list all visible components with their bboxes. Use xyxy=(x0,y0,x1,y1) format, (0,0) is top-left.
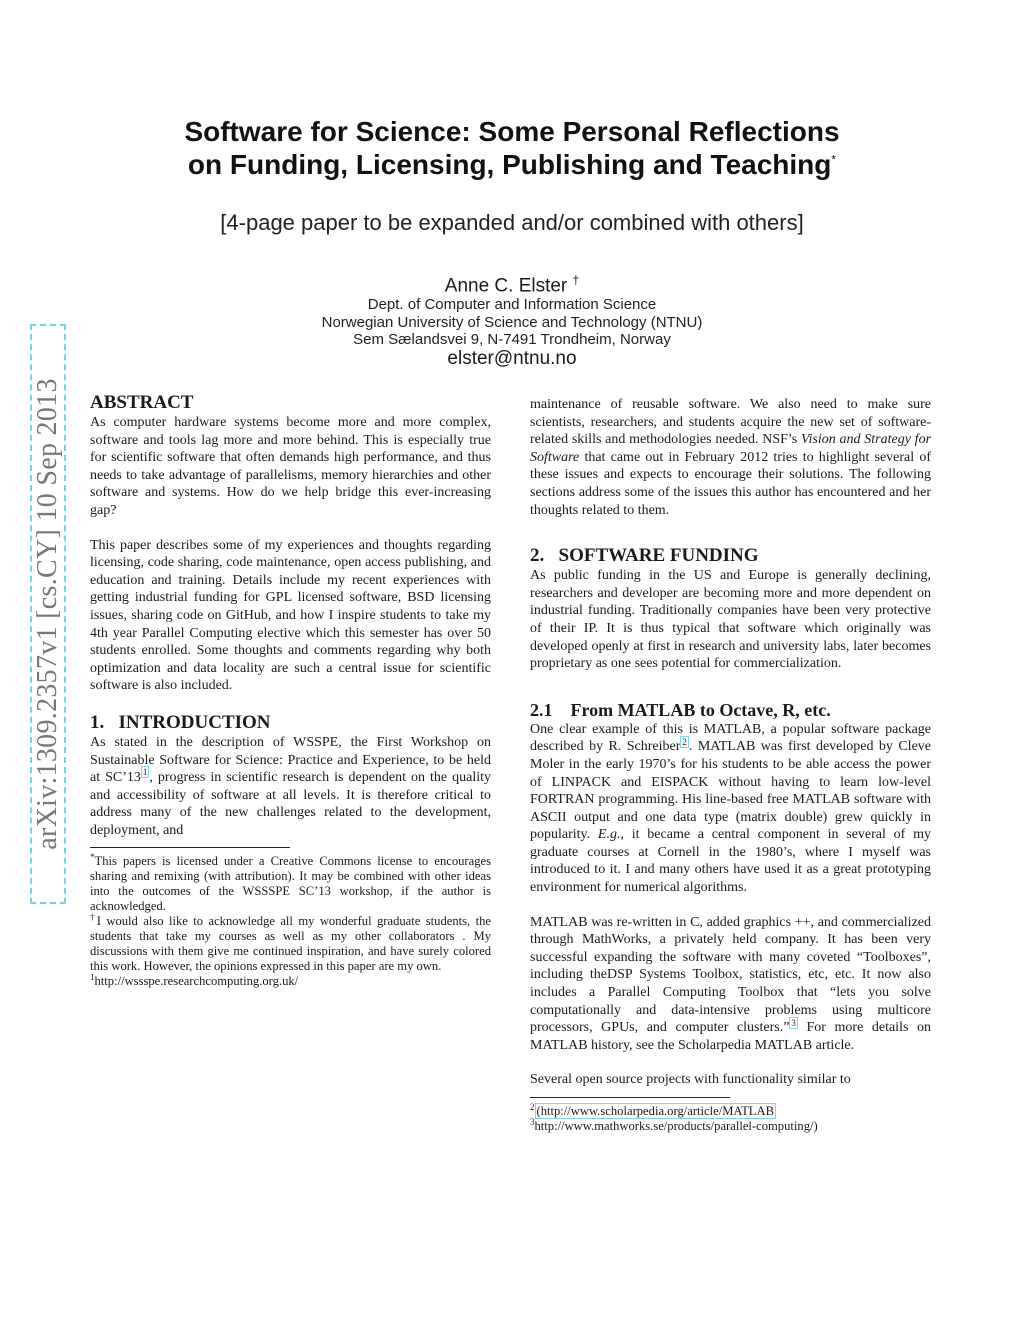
abstract-paragraph-2: This paper describes some of my experiences and thoughts regarding licensing, code sharing, code maintenance, open access publishing, and education and training. Details include my recent experiences with getting industrial funding for GPL licensed software, BSD licensing issues, sharing code on GitHub, and how I inspire students to take my 4th year Parallel Computing elective which this semester has over 50 students enrolled. Some thoughts and comments regarding why both optimization and data locality are such a central issue for scientific software is also included. xyxy=(90,537,491,694)
paper-subtitle: [4-page paper to be expanded and/or combined with others] xyxy=(220,210,804,235)
intro-continued-text-2: that came out in February 2012 tries to highlight several of these issues and expects to encourage their solutions. The following sections address some of the issues this author has encountered and her thoughts related to them. xyxy=(530,449,931,518)
footnote-ref-2[interactable]: 2 xyxy=(682,736,687,747)
arxiv-stamp xyxy=(30,324,66,904)
left-column xyxy=(90,392,491,989)
title-text-2: on Funding, Licensing, Publishing and Teaching xyxy=(187,149,832,180)
intro-text-start: As stated in the description of WSSPE, the First Workshop on Sustainable Software for Science: Practice and Experience, to be held at SC’13 xyxy=(90,734,491,786)
software-funding-paragraph: As public funding in the US and Europe is generally declining, researchers and developer are becoming more and more dependent on industrial funding. Traditionally companies have been very protective of their IP. It is thus typical that software which originally was developed openly at first in research and university labs, later becomes proprietary as one sees potential for commercialization. xyxy=(530,568,931,672)
affiliation-department: Dept. of Computer and Information Science xyxy=(367,296,657,313)
footnote-dagger-mark: † xyxy=(90,912,97,923)
paper-title-line-1 xyxy=(0,116,1024,148)
title-text-1: Software for Science: Some Personal Reflections xyxy=(184,116,840,147)
intro-text-end: , progress in scientific research is dependent on the quality and accessibility of software at all levels. It is therefore critical to address many of the new challenges related to the development, deployment, and xyxy=(90,770,491,838)
paper-title-line-2 xyxy=(0,149,1024,181)
footnote-3-mark: 3 xyxy=(530,1116,535,1127)
footnote-star xyxy=(90,854,491,914)
footnote-ref-1[interactable]: 1 xyxy=(142,767,148,778)
software-funding-heading: 2. SOFTWARE FUNDING xyxy=(530,545,759,567)
footnote-rule-right xyxy=(530,1097,730,1098)
matlab-p1-text-a: One clear example of this is MATLAB, a popular software package described by R. Schreiber xyxy=(530,721,931,755)
matlab-p2-text-a: MATLAB was re-written in C, added graphics ++, and commercialized through MathWorks, a privately held company. It has been very successful expanding the software with many coveted “Toolboxes”, including theDSP Systems Toolbox, statistics, etc, etc. It now also includes a Parallel Computing Toolbox that “lets you solve computationally and data-intensive problems using multicore processors, GPUs, and computer clusters.” xyxy=(530,914,931,1036)
author-footnote-mark: † xyxy=(572,273,580,287)
author-name: Anne C. Elster xyxy=(444,275,568,297)
author-email: elster@ntnu.no xyxy=(447,348,577,369)
abstract-paragraph-1: As computer hardware systems become more and more complex, software and tools lag more and more behind. This is especially true for scientific software that often demands high performance, and thus needs to take advantage of parallelisms, memory hierarchies and other software and systems. How do we help bridge this ever-increasing gap? xyxy=(90,415,491,518)
footnote-star-text: This papers is licensed under a Creative Commons license to encourages sharing and remixing (with attribution). It may be combined with other ideas into the outcomes of the WSSSPE SC’13 workshop, if the author is acknowledged. xyxy=(90,854,491,914)
footnote-dagger-text: I would also like to acknowledge all my wonderful graduate students, the students that take my courses as well as my other collaborators . My discussions with them give me continued inspiration, and have surely colored this work. However, the opinions expressed in this paper are my own. xyxy=(90,914,491,974)
introduction-paragraph xyxy=(90,734,491,840)
footnote-2-link[interactable]: (http://www.scholarpedia.org/article/MATLAB xyxy=(536,1104,774,1118)
eg-abbrev: E.g. xyxy=(597,827,621,843)
footnote-3 xyxy=(530,1116,931,1134)
footnote-2-mark: 2 xyxy=(530,1101,535,1112)
author-line xyxy=(0,273,1024,297)
footnote-1-link[interactable]: http://wssspe.researchcomputing.org.uk/ xyxy=(94,974,299,989)
footnote-dagger xyxy=(90,914,491,974)
nsf-vision-title: Vision and Strategy for Software xyxy=(530,432,932,465)
footnote-1 xyxy=(90,974,491,989)
affiliation-university: Norwegian University of Science and Technology (NTNU) xyxy=(321,314,703,331)
footnote-2 xyxy=(530,1101,931,1119)
right-column xyxy=(530,396,931,1134)
arxiv-identifier: arXiv:1309.2357v1 [cs.CY] 10 Sep 2013 xyxy=(32,378,63,850)
footnote-3-link[interactable]: http://www.mathworks.se/products/parallel-computing/) xyxy=(534,1119,818,1133)
matlab-subsection-heading: 2.1 From MATLAB to Octave, R, etc. xyxy=(530,699,831,720)
matlab-paragraph-2 xyxy=(530,914,931,1055)
title-footnote-mark: * xyxy=(831,152,837,167)
footnote-ref-3[interactable]: 3 xyxy=(791,1017,796,1028)
footnote-star-mark: * xyxy=(90,852,95,863)
matlab-p1-text-c: , it became a central component in several of my graduate courses at Cornell in the 1980’s, where I myself was introduced to it. I and many others have used it as a great prototyping environment for numerical algorithms. xyxy=(530,827,932,896)
abstract-heading: ABSTRACT xyxy=(90,392,194,413)
footnote-1-mark: 1 xyxy=(90,972,95,983)
matlab-p1-text-b: . MATLAB was first developed by Cleve Moler in the early 1970’s for his students to be able access the power of LINPACK and EISPACK without having to learn low-level FORTRAN programming. His line-based free MATLAB software with ASCII output and one data type (matrix double) grew quickly in popularity. xyxy=(530,739,931,843)
matlab-paragraph-3: Several open source projects with functionality similar to xyxy=(530,1072,851,1088)
matlab-paragraph-1 xyxy=(530,721,931,897)
intro-continued-text: maintenance of reusable software. We also need to make sure scientists, researchers, and students acquire the new set of software-related skills and methodologies needed. NSF’s xyxy=(530,397,931,448)
introduction-heading: 1. INTRODUCTION xyxy=(90,711,271,733)
introduction-continued xyxy=(530,396,931,519)
affiliation-address: Sem Sælandsvei 9, N-7491 Trondheim, Norway xyxy=(353,331,671,348)
footnote-rule-left xyxy=(90,847,290,848)
matlab-p2-text-b: For more details on MATLAB history, see the Scholarpedia MATLAB article. xyxy=(530,1020,931,1053)
